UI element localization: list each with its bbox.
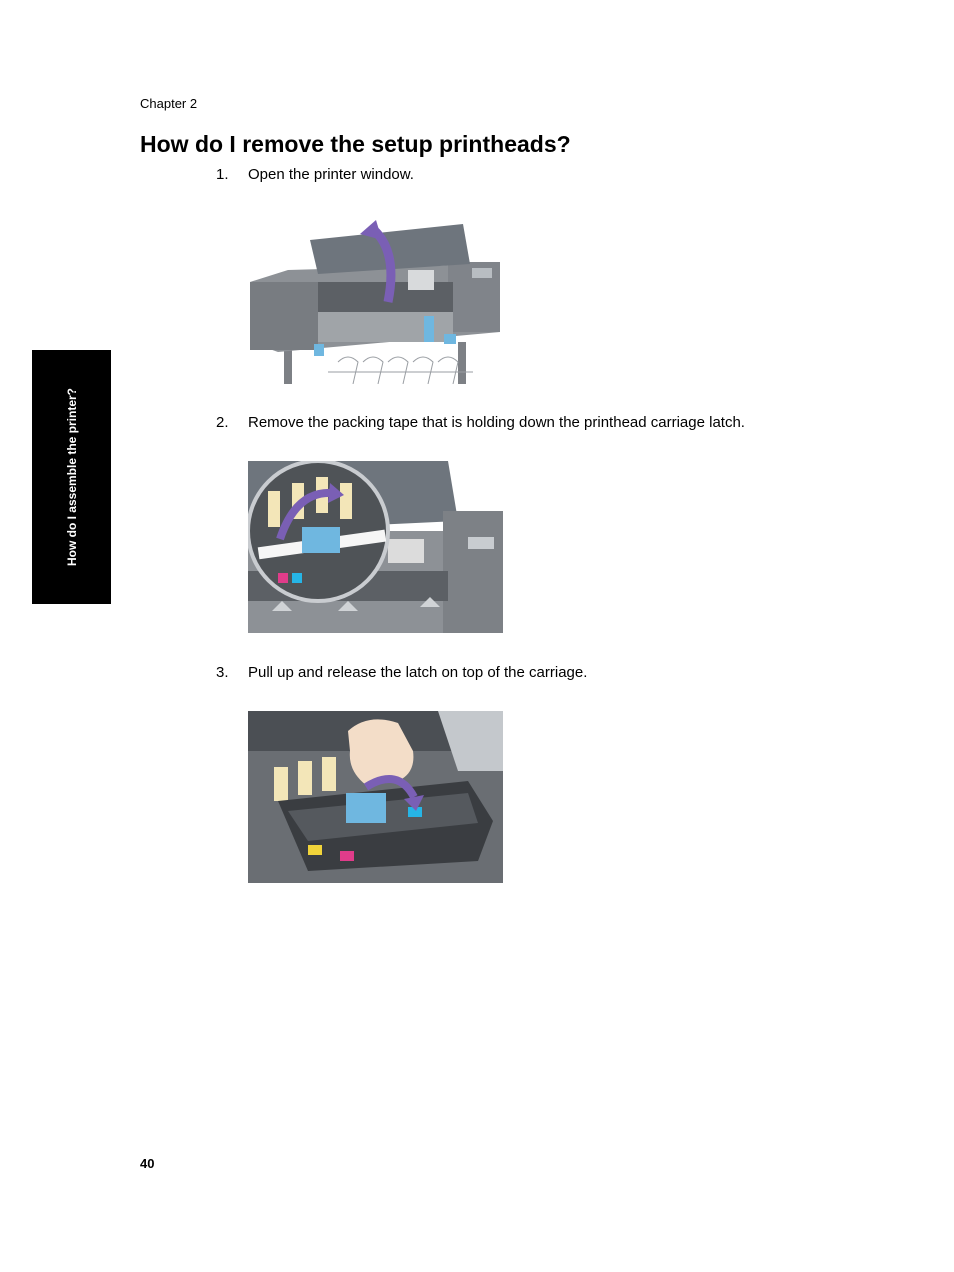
step-number: 2. [216,414,229,431]
side-tab-label: How do I assemble the printer? [64,387,79,567]
step-text: Pull up and release the latch on top of the carriage. [248,664,588,681]
side-tab [32,350,111,604]
step-text: Remove the packing tape that is holding down the printhead carriage latch. [248,414,745,431]
figure-remove-packing-tape [248,461,503,633]
step-number: 1. [216,166,229,183]
figure-release-carriage-latch [248,711,503,883]
page-title: How do I remove the setup printheads? [140,131,571,157]
chapter-label: Chapter 2 [140,96,198,111]
step-number: 3. [216,664,229,681]
step-text: Open the printer window. [248,166,414,183]
page-number: 40 [140,1156,155,1171]
figure-open-printer-window [248,212,503,384]
